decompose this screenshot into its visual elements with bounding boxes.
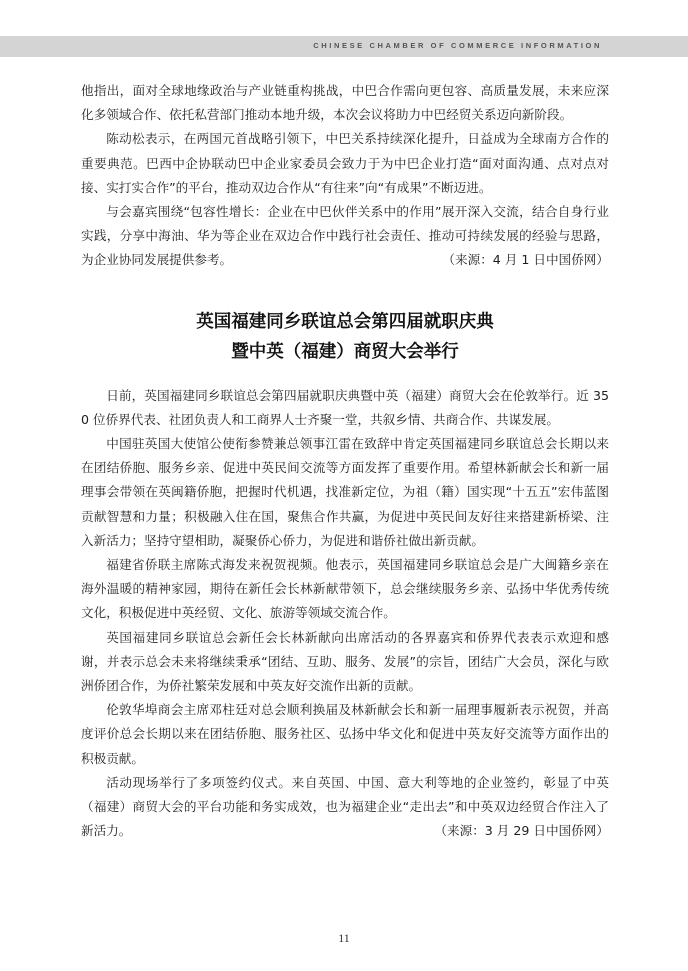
- article1-paragraph-2: 陈动松表示，在两国元首战略引领下，中巴关系持续深化提升，日益成为全球南方合作的重要典范。巴西中企协联动巴中企业家委员会致力于为中巴企业打造“面对面沟通、点对点对接、实打实合作”的平台，推动双边合作从“有往来”向“有成果”不断迈进。: [81, 131, 609, 195]
- article1-paragraph-1: 他指出，面对全球地缘政治与产业链重构挑战，中巴合作需向更包容、高质量发展，未来应深化多领域合作、依托私营部门推动本地升级，本次会议将助力中巴经贸关系迈向新阶段。: [81, 83, 609, 123]
- publication-header: CHINESE CHAMBER OF COMMERCE INFORMATION: [313, 41, 602, 50]
- article1-paragraph-3-text: 与会嘉宾围绕“包容性增长：企业在中巴伙伴关系中的作用”展开深入交流，结合自身行业实践，分享中海油、华为等企业在双边合作中践行社会责任、推动可持续发展的经验与思路，为企业协同发展提供参考。: [81, 204, 609, 268]
- article2-paragraph-5: 伦敦华埠商会主席邓柱廷对总会顺利换届及林新献会长和新一届理事履新表示祝贺，并高度评价总会长期以来在团结侨胞、服务社区、弘扬中华文化和促进中英友好交流等方面作出的积极贡献。: [81, 702, 609, 766]
- article2-source: （来源：3 月 29 日中国侨网）: [434, 823, 609, 839]
- article2-title: [81, 307, 609, 367]
- article2-paragraph-6: [81, 771, 609, 844]
- page-content: [81, 79, 609, 843]
- article2-title-line-2: 暨中英（福建）商贸大会举行: [231, 341, 459, 362]
- page-number: 11: [338, 931, 350, 945]
- article2-paragraph-4: 英国福建同乡联谊总会新任会长林新献向出席活动的各界嘉宾和侨界代表表示欢迎和感谢，并表示总会未来将继续秉承“团结、互助、服务、发展”的宗旨，团结广大会员，深化与欧洲侨团合作，为侨社繁荣发展和中英友好交流作出新的贡献。: [81, 629, 609, 694]
- article2-paragraph-2: 中国驻英国大使馆公使衔参赞兼总领事江雷在致辞中肯定英国福建同乡联谊总会长期以来在团结侨胞、服务乡亲、促进中英民间交流等方面发挥了重要作用。希望林新献会长和新一届理事会带领在英闽籍侨胞，把握时代机遇，找准新定位，为祖（籍）国实现“十五五”宏伟蓝图贡献智慧和力量；积极融入住在国，聚焦合作共赢，为促进中英民间友好往来搭建新桥梁、注入新活力；坚持守望相助，凝聚侨心侨力，为促进和谐侨社做出新贡献。: [81, 436, 609, 548]
- article2-paragraph-1: 日前，英国福建同乡联谊总会第四届就职庆典暨中英（福建）商贸大会在伦敦举行。近 350 位侨界代表、社团负责人和工商界人士齐聚一堂，共叙乡情、共商合作、共谋发展。: [81, 387, 609, 427]
- article2-paragraph-6-text: 活动现场举行了多项签约仪式。来自英国、中国、意大利等地的企业签约，彰显了中英（福建）商贸大会的平台功能和务实成效，也为福建企业“走出去”和中英双边经贸合作注入了新活力。: [81, 774, 609, 839]
- header-band: [0, 36, 688, 57]
- article2-paragraph-3: 福建省侨联主席陈式海发来祝贺视频。他表示，英国福建同乡联谊总会是广大闽籍乡亲在海外温暖的精神家园，期待在新任会长林新献带领下，总会继续服务乡亲、弘扬中华优秀传统文化，积极促进中英经贸、文化、旅游等领域交流合作。: [81, 557, 609, 621]
- article2-title-line-1: 英国福建同乡联谊总会第四届就职庆典: [196, 311, 494, 332]
- article1-paragraph-3: [81, 200, 609, 273]
- article1-source: （来源：4 月 1 日中国侨网）: [442, 252, 609, 268]
